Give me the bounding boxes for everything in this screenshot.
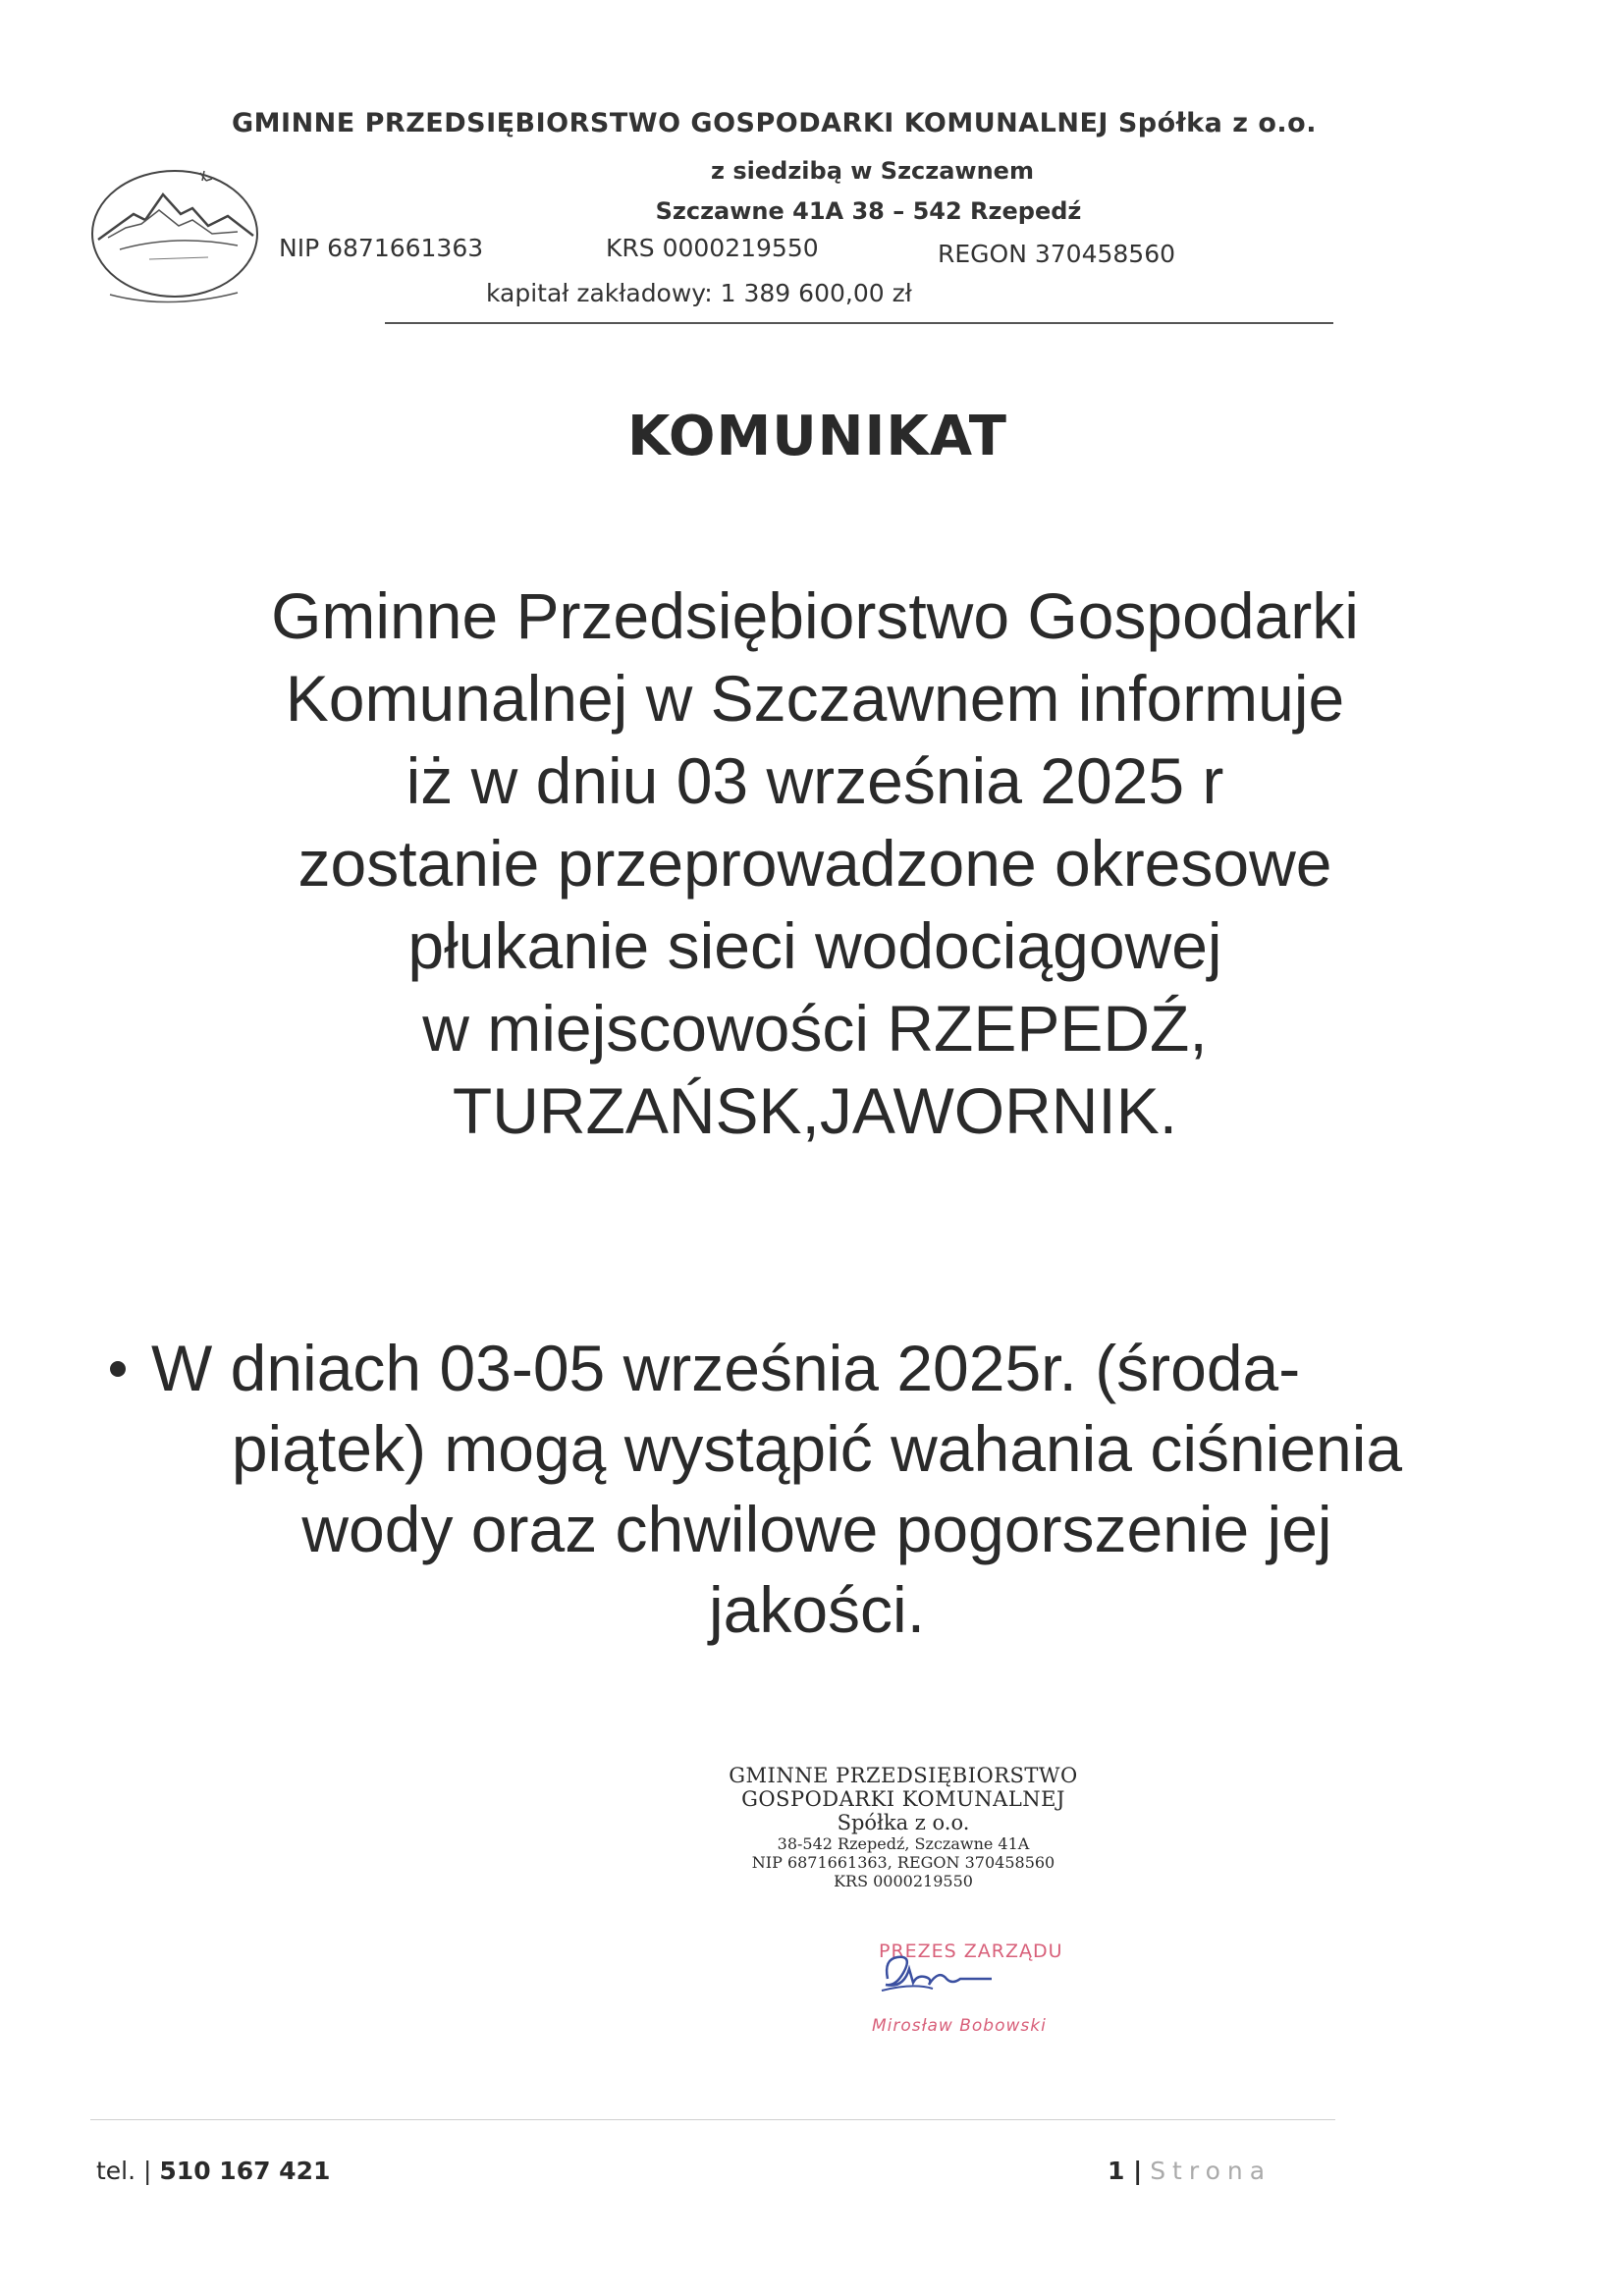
phone-label: tel. |	[96, 2157, 152, 2185]
bullet-line: wody oraz chwilowe pogorszenie jej	[301, 1493, 1332, 1565]
phone-number: 510 167 421	[159, 2157, 331, 2185]
share-capital: kapitał zakładowy: 1 389 600,00 zł	[486, 279, 912, 307]
stamp-line: GMINNE PRZEDSIĘBIORSTWO	[729, 1764, 1078, 1787]
bullet-notice	[110, 1328, 1524, 1650]
krs-number: KRS 0000219550	[606, 234, 819, 262]
nip-number: NIP 6871661363	[279, 234, 484, 262]
signer-name: Mirosław Bobowski	[872, 2016, 1047, 2036]
bullet-line: jakości.	[708, 1573, 926, 1646]
header-divider	[385, 322, 1333, 324]
page-number-value: 1 |	[1108, 2157, 1143, 2185]
announcement-body	[137, 574, 1492, 1152]
bullet-icon	[110, 1361, 126, 1377]
signature-role: PREZES ZARZĄDU	[879, 1941, 1063, 1962]
handwritten-signature	[874, 1940, 1031, 2008]
bullet-line: piątek) mogą wystąpić wahania ciśnienia	[231, 1412, 1403, 1485]
announcement-line: zostanie przeprowadzone okresowe	[298, 827, 1332, 900]
announcement-line: płukanie sieci wodociągowej	[407, 909, 1222, 982]
announcement-line: iż w dniu 03 września 2025 r	[406, 744, 1224, 817]
company-address: Szczawne 41A 38 – 542 Rzepedź	[655, 197, 1082, 225]
footer-divider	[90, 2119, 1335, 2120]
stamp-line: GOSPODARKI KOMUNALNEJ	[741, 1787, 1065, 1811]
bullet-line: W dniach 03-05 września 2025r. (środa-	[151, 1332, 1301, 1404]
stamp-line: KRS 0000219550	[834, 1872, 973, 1890]
page-word: Strona	[1150, 2157, 1272, 2185]
footer-phone	[96, 2157, 330, 2185]
company-seat: z siedzibą w Szczawnem	[711, 157, 1034, 185]
regon-number: REGON 370458560	[938, 240, 1176, 268]
company-name: GMINNE PRZEDSIĘBIORSTWO GOSPODARKI KOMUNALNEJ Spółka z o.o.	[232, 108, 1317, 138]
announcement-line: Gminne Przedsiębiorstwo Gospodarki	[271, 579, 1359, 652]
stamp-line: NIP 6871661363, REGON 370458560	[751, 1853, 1055, 1872]
stamp-line: 38-542 Rzepedź, Szczawne 41A	[777, 1834, 1030, 1853]
page-number	[1108, 2157, 1271, 2185]
stamp-line: Spółka z o.o.	[837, 1811, 970, 1834]
announcement-line: w miejscowości RZEPEDŹ,	[422, 992, 1208, 1065]
announcement-line: TURZAŃSK,JAWORNIK.	[452, 1074, 1178, 1147]
page-title: KOMUNIKAT	[627, 405, 1007, 468]
company-stamp	[722, 1764, 1085, 1890]
announcement-line: Komunalnej w Szczawnem informuje	[285, 662, 1345, 735]
